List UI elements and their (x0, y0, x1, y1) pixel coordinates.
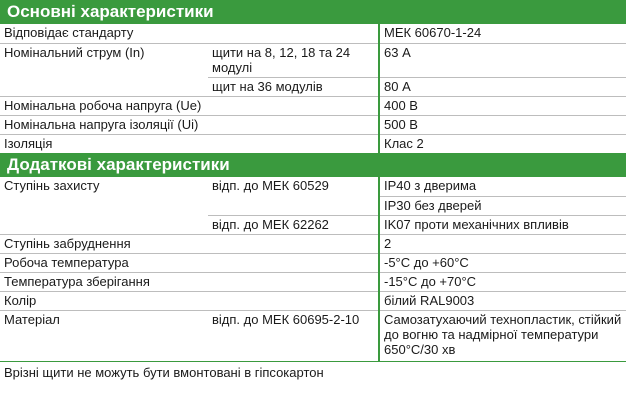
row-label: Номінальна напруга ізоляції (Ui) (0, 115, 208, 134)
row-value: 400 В (379, 96, 626, 115)
row-condition (208, 96, 379, 115)
row-condition (208, 272, 379, 291)
table-row (0, 77, 626, 96)
table-row (0, 24, 626, 43)
row-value: -5°С до +60°С (379, 253, 626, 272)
row-condition: відп. до МЕК 60529 (208, 177, 379, 196)
row-value: білий RAL9003 (379, 291, 626, 310)
table-row (0, 177, 626, 196)
row-label: Ступінь захисту (4, 178, 100, 193)
row-label: Відповідає стандарту (0, 24, 208, 43)
row-value: 80 А (379, 77, 626, 96)
extra-characteristics-table (0, 177, 626, 361)
row-value: 2 (379, 234, 626, 253)
row-value: Клас 2 (384, 135, 424, 151)
row-value: МЕК 60670-1-24 (379, 24, 626, 43)
row-label: Температура зберігання (0, 272, 208, 291)
table-row (0, 234, 626, 253)
row-condition (208, 24, 379, 43)
row-condition (208, 134, 379, 153)
section-title-main: Основні характеристики (0, 0, 626, 24)
row-value: Самозатухаючий технопластик, стійкий до вогню та надмірної температури 650°С/30 хв (384, 311, 622, 357)
main-characteristics-table (0, 24, 626, 153)
row-condition (208, 234, 379, 253)
table-row (0, 291, 626, 310)
row-condition: відп. до МЕК 60695-2-10 (208, 310, 379, 361)
row-label: Колір (0, 291, 208, 310)
table-row (0, 115, 626, 134)
row-label-empty (0, 196, 208, 215)
row-condition (208, 115, 379, 134)
row-condition (208, 291, 379, 310)
table-row (0, 196, 626, 215)
section-title-extra: Додаткові характеристики (0, 153, 626, 177)
row-label: Ступінь забруднення (0, 234, 208, 253)
table-row (0, 253, 626, 272)
row-label: Матеріал (4, 311, 60, 327)
table-row (0, 96, 626, 115)
row-value: IP40 з дверима (379, 177, 626, 196)
row-value: 63 А (379, 43, 626, 77)
row-condition-empty (208, 196, 379, 215)
table-row (0, 215, 626, 234)
row-condition: щити на 8, 12, 18 та 24 модулі (208, 43, 379, 77)
row-value: IP30 без дверей (379, 196, 626, 215)
row-condition: відп. до МЕК 62262 (208, 215, 379, 234)
table-row (0, 272, 626, 291)
table-row (0, 43, 626, 77)
row-condition (208, 253, 379, 272)
row-value: -15°С до +70°С (379, 272, 626, 291)
row-value: 500 В (379, 115, 626, 134)
row-label-empty (0, 215, 208, 234)
row-label: Робоча температура (0, 253, 208, 272)
row-label: Ізоляція (4, 135, 53, 151)
row-label-empty (0, 77, 208, 96)
row-condition: щит на 36 модулів (208, 77, 379, 96)
table-row (0, 310, 626, 361)
footer-note: Врізні щити не можуть бути вмонтовані в гіпсокартон (0, 361, 626, 383)
row-label: Номінальна робоча напруга (Ue) (0, 96, 208, 115)
table-row (0, 134, 626, 153)
row-value: IK07 проти механічних впливів (379, 215, 626, 234)
row-label: Номінальний струм (In) (4, 44, 145, 60)
